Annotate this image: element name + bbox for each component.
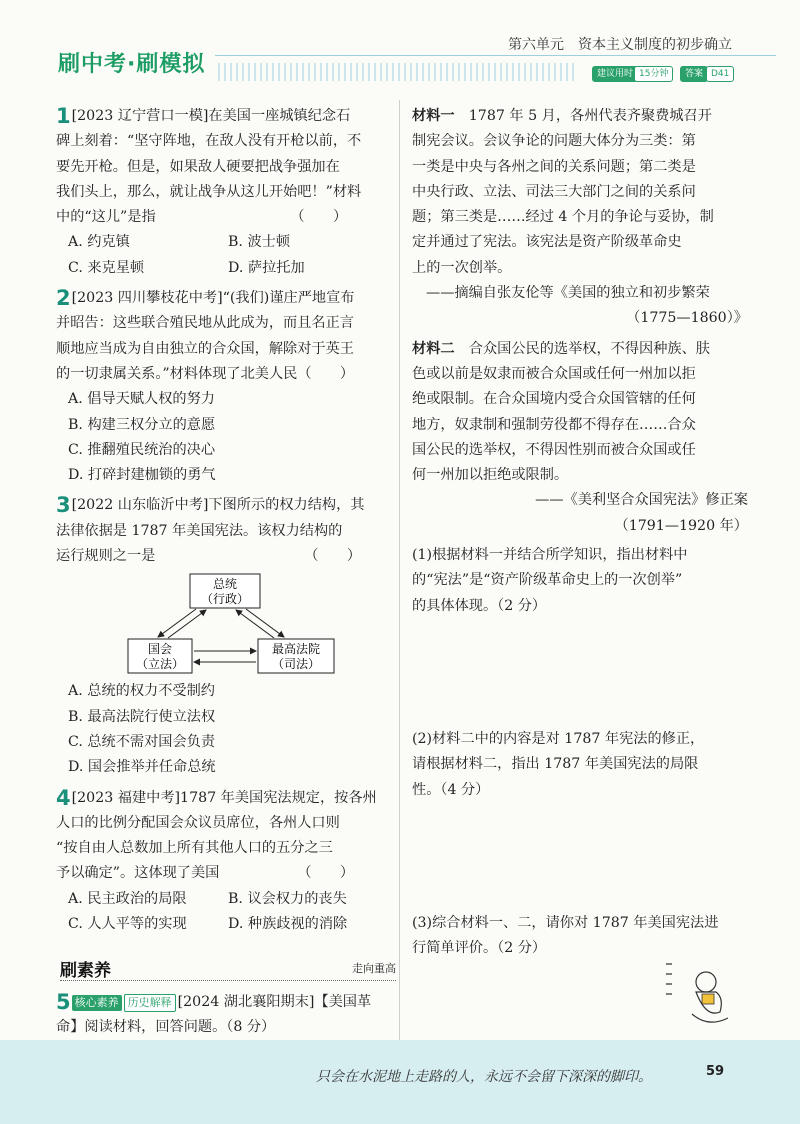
question-line: 运行规则之一是 （ ） [56, 548, 362, 565]
option-c[interactable]: C. 来克星顿 [68, 259, 145, 276]
question-3 [56, 493, 396, 780]
material-line: 合众国公民的选举权，不得因种族、肤 [468, 340, 710, 357]
court-role: （司法） [271, 657, 321, 672]
power-structure-diagram [56, 571, 396, 679]
material-label: 材料一 [412, 108, 455, 124]
material-line: 制宪会议。会议争论的问题大体分为三类：第 [412, 133, 696, 150]
material-source: ——摘编自张友伦等《美国的独立和初步繁荣 [426, 285, 710, 302]
question-line: 并昭告：这些联合殖民地从此成为，而且名正言 [56, 315, 354, 332]
congress-role: （立法） [135, 657, 185, 672]
question-line: 法律依据是 1787 年美国宪法。该权力结构的 [56, 522, 343, 539]
arrow [236, 610, 274, 638]
answer-value-chip: D41 [706, 66, 734, 82]
subquestion-line: 的具体体现。（2 分） [412, 597, 547, 614]
option-a[interactable]: A. 约克镇 [68, 234, 130, 251]
page-number: 59 [706, 1064, 725, 1079]
option-d[interactable]: D. 萨拉托加 [228, 259, 305, 276]
material-line: 中央行政、立法、司法三大部门之间的关系问 [412, 183, 696, 200]
header-rule [215, 55, 776, 56]
question-line: 人口的比例分配国会众议员席位，各州人口则 [56, 814, 340, 831]
question-line: 中的“这儿”是指 （ ） [56, 209, 348, 226]
question-number: 5 [56, 990, 71, 1014]
header-hatch [218, 63, 578, 81]
question-4 [56, 786, 396, 938]
question-line: [2022 山东临沂中考]下图所示的权力结构，其 [71, 497, 365, 514]
material-1 [412, 104, 748, 332]
option-c[interactable]: C. 推翻殖民统治的决心 [68, 441, 216, 458]
question-line: [2024 湖北襄阳期末]【美国革 [177, 994, 372, 1010]
time-value-chip: 15分钟 [634, 66, 673, 82]
unit-title: 第六单元 资本主义制度的初步确立 [508, 37, 732, 53]
option-b[interactable]: B. 最高法院行使立法权 [68, 708, 216, 725]
question-1 [56, 104, 396, 281]
material-source: ——《美利坚合众国宪法》修正案 [535, 492, 748, 509]
arrow [168, 610, 206, 638]
question-line: 碑上刻着：“坚守阵地，在敌人没有开枪以前，不 [56, 133, 362, 150]
answer-label-chip: 答案 [680, 66, 708, 82]
footer-motto: 只会在水泥地上走路的人，永远不会留下深深的脚印。 [316, 1069, 652, 1085]
answer-area-2[interactable] [412, 803, 748, 911]
left-column [56, 104, 396, 937]
question-5 [56, 990, 396, 1041]
option-d[interactable]: D. 打碎封建枷锁的勇气 [68, 467, 216, 484]
question-line: 命】阅读材料，回答问题。（8 分） [56, 1019, 276, 1036]
subquestion-1 [412, 543, 748, 619]
president-label: 总统 [212, 577, 238, 592]
thinking-student-illustration [662, 958, 742, 1034]
option-c[interactable]: C. 总统不需对国会负责 [68, 733, 216, 750]
subquestion-line: 行简单评价。（2 分） [412, 940, 547, 957]
material-line: 一类是中央与各州之间的关系问题；第二类是 [412, 158, 696, 175]
question-2 [56, 286, 396, 488]
answer-area-1[interactable] [412, 619, 748, 727]
arrow [158, 609, 196, 637]
question-line: [2023 四川攀枝花中考]“(我们)谨庄严地宣布 [71, 290, 355, 307]
core-literacy-tag: 核心素养 [72, 995, 122, 1011]
section-heading [60, 956, 396, 981]
subquestion-2 [412, 727, 748, 803]
option-a[interactable]: A. 倡导天赋人权的努力 [68, 391, 215, 408]
option-d[interactable]: D. 种族歧视的消除 [228, 916, 348, 933]
option-b[interactable]: B. 波士顿 [228, 234, 291, 251]
court-label: 最高法院 [271, 642, 321, 657]
question-line: 要先开枪。但是，如果敌人硬要把战争强加在 [56, 158, 340, 175]
question-line: [2023 辽宁营口一模]在美国一座城镇纪念石 [71, 108, 351, 124]
option-a[interactable]: A. 总统的权力不受制约 [68, 683, 215, 700]
subquestion-line: (2)材料二中的内容是对 1787 年宪法的修正， [412, 730, 705, 747]
section-subtitle: 走向重高 [352, 962, 396, 975]
material-2 [412, 337, 748, 539]
material-line: 色或以前是奴隶而被合众国或任何一州加以拒 [412, 365, 696, 382]
column-divider [399, 100, 400, 1040]
material-line: 国公民的选举权，不得因性别而被合众国或任 [412, 441, 696, 458]
time-label-chip: 建议用时 [592, 66, 638, 82]
arrow [246, 609, 284, 637]
material-source: （1791—1920 年） [614, 517, 748, 534]
subquestion-3 [412, 911, 748, 962]
material-source: （1775—1860）》 [626, 310, 748, 327]
president-role: （行政） [200, 592, 250, 607]
question-number: 2 [56, 286, 71, 311]
brand-title: 刷中考·刷模拟 [58, 52, 206, 77]
section-title: 刷素养 [60, 961, 111, 981]
option-b[interactable]: B. 构建三权分立的意愿 [68, 416, 216, 433]
option-b[interactable]: B. 议会权力的丧失 [228, 890, 347, 907]
subquestion-line: 请根据材料二，指出 1787 年美国宪法的局限 [412, 756, 699, 773]
material-line: 上的一次创举。 [412, 259, 512, 276]
option-a[interactable]: A. 民主政治的局限 [68, 890, 187, 907]
material-line: 1787 年 5 月，各州代表齐聚费城召开 [468, 108, 712, 124]
question-number: 3 [56, 493, 71, 518]
congress-label: 国会 [147, 642, 173, 657]
subquestion-line: 的“宪法”是“资产阶级革命史上的一次创举” [412, 572, 683, 589]
option-d[interactable]: D. 国会推举并任命总统 [68, 759, 216, 776]
subquestion-line: (3)综合材料一、二，请你对 1787 年美国宪法进 [412, 914, 719, 931]
subquestion-line: 性。（4 分） [412, 781, 490, 798]
right-column [412, 104, 748, 961]
question-line: [2023 福建中考]1787 年美国宪法规定，按各州 [71, 789, 377, 806]
material-line: 地方，奴隶制和强制劳役都不得存在……合众 [412, 416, 696, 433]
question-line: 予以确定”。这体现了美国 （ ） [56, 865, 355, 882]
material-line: 何一州加以拒绝或限制。 [412, 467, 569, 484]
material-line: 定并通过了宪法。该宪法是资产阶级革命史 [412, 234, 682, 251]
material-line: 绝或限制。在合众国境内受合众国管辖的任何 [412, 391, 696, 408]
question-line: 的一切隶属关系。”材料体现了北美人民（ ） [56, 365, 355, 382]
question-line: 我们头上，那么，就让战争从这儿开始吧！”材料 [56, 183, 362, 200]
question-number: 4 [56, 785, 71, 810]
question-line: 顺地应当成为自由独立的合众国，解除对于英王 [56, 340, 354, 357]
history-interpretation-tag: 历史解释 [124, 994, 176, 1012]
question-number: 1 [56, 104, 71, 128]
subquestion-line: (1)根据材料一并结合所学知识，指出材料中 [412, 547, 688, 564]
material-line: 题；第三类是……经过 4 个月的争论与妥协，制 [412, 209, 714, 226]
option-c[interactable]: C. 人人平等的实现 [68, 916, 187, 933]
question-line: “按自由人总数加上所有其他人口的五分之三 [56, 840, 333, 857]
material-label: 材料二 [412, 340, 455, 357]
